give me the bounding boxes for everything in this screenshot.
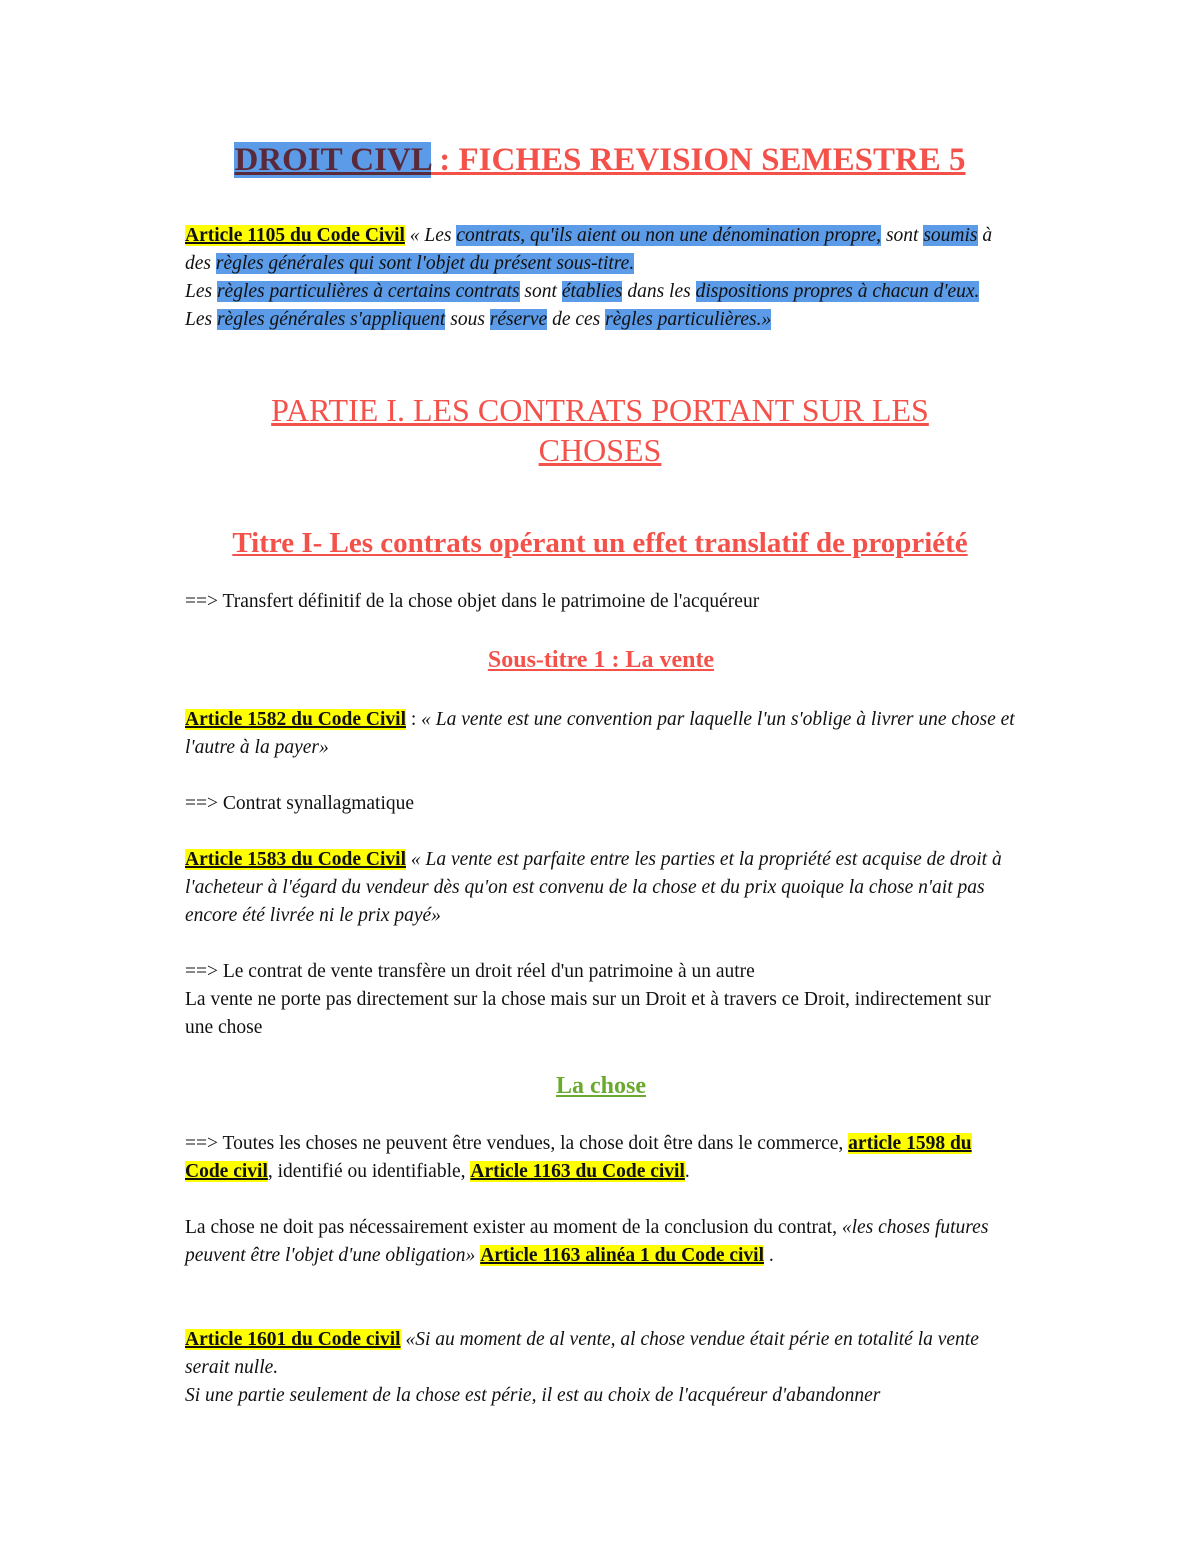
text: Les <box>185 309 217 330</box>
highlight: règles générales s'appliquent <box>216 309 446 330</box>
title-part2: : FICHES REVISION SEMESTRE 5 <box>431 142 966 178</box>
title-part1: DROIT CIVL <box>234 142 431 178</box>
article-ref: Article 1601 du Code civil <box>185 1329 401 1350</box>
article-ref: Article 1105 du Code Civil <box>185 225 405 246</box>
text: sont <box>881 225 924 246</box>
text: La chose ne doit pas nécessairement exister au moment de la conclusion du contrat, <box>185 1217 842 1238</box>
quote: «les choses futures peuvent être l'objet d'une obligation» <box>185 1217 989 1266</box>
quote: «Si au moment de al vente, al chose vendue était périe en totalité la vente serait nulle. <box>185 1329 979 1378</box>
paragraph-article-1583 <box>185 846 1017 930</box>
highlight: règles particulières à certains contrats <box>216 281 520 302</box>
paragraph-article-1105 <box>185 222 1017 334</box>
highlight: réserve <box>489 309 548 330</box>
text: . <box>764 1245 774 1266</box>
paragraph-toutes-choses <box>185 1130 1017 1186</box>
titre-heading: Titre I- Les contrats opérant un effet translatif de propriété <box>232 527 968 559</box>
paragraph-article-1582 <box>185 706 1017 762</box>
article-ref: Article 1582 du Code Civil <box>185 709 406 730</box>
transfert-text: ==> Transfert définitif de la chose objet dans le patrimoine de l'acquéreur <box>185 591 760 612</box>
text: . <box>684 1161 690 1182</box>
text: Les <box>185 281 217 302</box>
sous-titre-heading: Sous-titre 1 : La vente <box>487 647 715 673</box>
article-ref: Article 1163 du Code civil <box>470 1161 685 1182</box>
document-title <box>150 140 1050 180</box>
article-ref: Article 1583 du Code Civil <box>185 849 406 870</box>
highlight: règles particulières.» <box>605 309 772 330</box>
text: à des <box>185 225 993 274</box>
highlight: contrats, qu'ils aient ou non une dénomination propre, <box>456 225 882 246</box>
highlight: règles générales qui sont l'objet du présent sous-titre. <box>215 253 635 274</box>
article-ref: Article 1163 alinéa 1 du Code civil <box>480 1245 765 1266</box>
text: dans les <box>622 281 696 302</box>
text: : <box>405 709 422 730</box>
text: « Les <box>404 225 457 246</box>
text: de ces <box>547 309 606 330</box>
quote: « La vente est une convention par laquelle l'un s'oblige à livrer une chose et l'autre à la payer» <box>185 709 1015 758</box>
quote: « La vente est parfaite entre les parties et la propriété est acquise de droit à l'acheteur à l'égard du vendeur dès qu'on est convenu de la chose et du prix quoique la chose n'ait pas encore été livrée ni le prix payé» <box>185 849 1002 926</box>
text: , identifié ou identifiable, <box>267 1161 471 1182</box>
synallagmatique-text: ==> Contrat synallagmatique <box>185 793 415 814</box>
text: La vente ne porte pas directement sur la chose mais sur un Droit et à travers ce Droit, indirectement sur une chose <box>185 989 991 1038</box>
partie-heading: PARTIE I. LES CONTRATS PORTANT SUR LES CHOSES <box>271 392 929 468</box>
highlight: soumis <box>923 225 978 246</box>
paragraph-article-1601 <box>185 1326 1017 1410</box>
quote: Si une partie seulement de la chose est périe, il est au choix de l'acquéreur d'abandonner <box>185 1385 881 1406</box>
highlight: dispositions propres à chacun d'eux. <box>695 281 980 302</box>
text: ==> Le contrat de vente transfère un droit réel d'un patrimoine à un autre <box>185 961 755 982</box>
text: sous <box>445 309 490 330</box>
paragraph-choses-futures <box>185 1214 1017 1270</box>
paragraph-transfere <box>185 958 1017 1042</box>
la-chose-heading: La chose <box>556 1073 646 1099</box>
text: ==> Toutes les choses ne peuvent être vendues, la chose doit être dans le commerce, <box>185 1133 849 1154</box>
article-ref: article 1598 du Code civil <box>185 1133 972 1182</box>
text: sont <box>519 281 562 302</box>
highlight: établies <box>561 281 623 302</box>
